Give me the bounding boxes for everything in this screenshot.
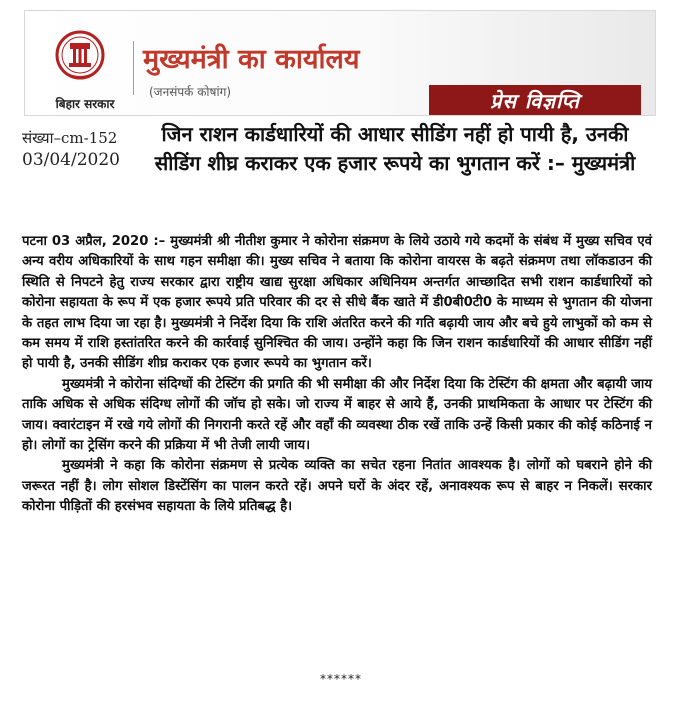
- paragraph-1-text: मुख्यमंत्री श्री नीतीश कुमार ने कोरोना संक्रमण के लिये उठाये गये कदमों के संबंध में मुख्य सचिव एवं अन्य वरीय अधिकारियों के साथ गहन समीक्षा की। मुख्य सचिव ने बताया कि कोरोना वायरस के बढ़ते संक्रमण तथा लॉकडाउन की स्थिति से निपटने हेतु राज्य सरकार द्वारा राष्ट्रीय खाद्य सुरक्षा अधिकार अधिनियम अन्तर्गत आच्छादित सभी राशन कार्डधारियों को कोरोना सहायता के रूप में एक हजार रूपये प्रति परिवार की दर से सीधे बैंक खाते में डी0बी0टी0 के माध्यम से भुगतान की योजना के तहत लाभ दिया जा रहा है। मुख्यमंत्री ने निर्देश दिया कि राशि अंतरित करने की गति बढ़ायी जाय और बचे हुये लाभुकों को कम से कम समय में राशि हस्तांतरित करने की कार्रवाई सुनिश्चित की जाय। उन्होंने कहा कि जिन राशन कार्डधारियों की आधार सीडिंग नहीं हो पायी है, उनकी सीडिंग शीघ्र कराकर एक हजार रूपये का भुगतान करें।: [22, 234, 652, 372]
- paragraph-2: मुख्यमंत्री ने कोरोना संदिग्धों की टेस्टिंग की प्रगति की भी समीक्षा की और निर्देश दिया कि टेस्टिंग की क्षमता और बढ़ायी जाय ताकि अधिक से अधिक संदिग्ध लोगों की जॉच हो सके। जो राज्य में बाहर से आये हैं, उनकी प्राथमिकता के आधार पर टेस्टिंग की जाय। क्वारंटाइन में रखे गये लोगों की निगरानी करते रहें और वहाँ की व्यवस्था ठीक रखें ताकि उन्हें किसी प्रकार की कोई कठिनाई न हो। लोगों का ट्रेसिंग करने की प्रक्रिया में भी तेजी लायी जाय।: [22, 376, 652, 454]
- end-marker: ******: [320, 672, 362, 686]
- press-release-label: प्रेस विज्ञप्ति: [490, 88, 580, 113]
- header-divider: [133, 41, 134, 95]
- paragraph-1: [22, 232, 652, 375]
- letterhead: [24, 10, 656, 116]
- press-release-body: [22, 232, 652, 518]
- headline: जिन राशन कार्डधारियों की आधार सीडिंग नहीं हो पायी है, उनकी सीडिंग शीघ्र कराकर एक हजार रूपये का भुगतान करें :– मुख्यमंत्री: [154, 122, 636, 175]
- logo-caption: बिहार सरकार: [55, 97, 115, 111]
- dateline: पटना 03 अप्रैल, 2020 :–: [22, 234, 166, 249]
- bihar-emblem-icon: [55, 27, 105, 87]
- press-release-banner: [429, 85, 641, 115]
- paragraph-3: मुख्यमंत्री ने कहा कि कोरोना संक्रमण से प्रत्येक व्यक्ति का सचेत रहना नितांत आवश्यक है। लोगों को घबराने होने की जरूरत नहीं है। लोग सोशल डिस्टेंसिंग का पालन करते रहें। अपने घरों के अंदर रहें, अनावश्यक रूप से बाहर न निकलें। सरकार कोरोना पीड़ितों की हरसंभव सहायता के लिये प्रतिबद्ध है।: [22, 458, 652, 515]
- office-title: मुख्यमंत्री का कार्यालय: [143, 44, 360, 75]
- office-subtitle: (जनसंपर्क कोषांग): [149, 85, 232, 99]
- reference-date: 03/04/2020: [22, 150, 120, 170]
- reference-number: संख्या–cm-152: [22, 129, 118, 147]
